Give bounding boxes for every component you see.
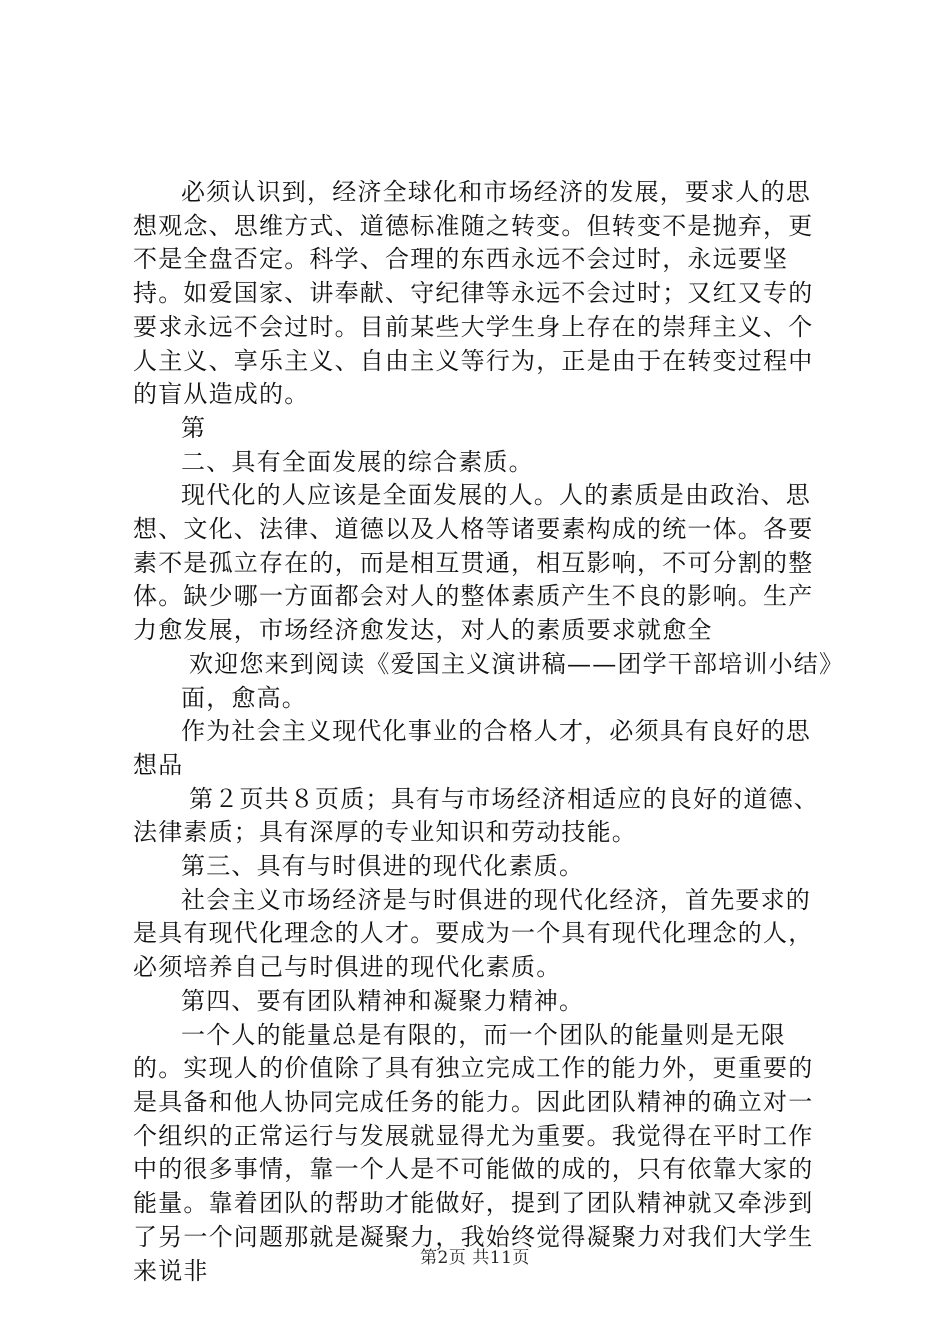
paragraph-higher: 面，愈高。 [181,683,307,712]
section-heading-four: 第四、要有团队精神和凝聚力精神。 [181,986,585,1015]
paragraph-modernization: 社会主义市场经济是与时俱进的现代化经济，首先要求的是具有现代化理念的人才。要成为一个具有现代化理念的人，必须培养自己与时俱进的现代化素质。 [133,885,814,982]
section-heading-two: 二、具有全面发展的综合素质。 [181,447,534,476]
paragraph-reading-notice: 欢迎您来到阅读《爱国主义演讲稿——团学干部培训小结》 [189,649,845,678]
paragraph-inline-page-mark: 第２页共８页质；具有与市场经济相适应的良好的道德、法律素质；具有深厚的专业知识和劳动技能。 [133,784,819,847]
page-footer: 第2页 共11页 [420,1248,530,1268]
paragraph-team-spirit: 一个人的能量总是有限的，而一个团队的能量则是无限的。实现人的价值除了具有独立完成工作的能力外，更重要的是具备和他人协同完成任务的能力。因此团队精神的确立对一个组织的正常运行与发展就显得尤为重要。我觉得在平时工作中的很多事情，靠一个人是不可能做的成的，只有依靠大家的能量。靠着团队的帮助才能做好，提到了团队精神就又牵涉到了另一个问题那就是凝聚力，我始终觉得凝聚力对我们大学生来说非 [133,1020,814,1285]
paragraph-transformation: 必须认识到，经济全球化和市场经济的发展，要求人的思想观念、思维方式、道德标准随之转变。但转变不是抛弃，更不是全盘否定。科学、合理的东西永远不会过时，永远要坚持。如爱国家、讲奉献、守纪律等永远不会过时；又红又专的要求永远不会过时。目前某些大学生身上存在的崇拜主义、个人主义、享乐主义、自由主义等行为，正是由于在转变过程中的盲从造成的。 [133,178,814,409]
document-body [133,176,845,1288]
section-heading-three: 第三、具有与时俱进的现代化素质。 [181,852,585,881]
paragraph-comprehensive-quality: 现代化的人应该是全面发展的人。人的素质是由政治、思想、文化、法律、道德以及人格等诸要素构成的统一体。各要素不是孤立存在的，而是相互贯通，相互影响，不可分割的整体。缺少哪一方面都会对人的整体素质产生不良的影响。生产力愈发展，市场经济愈发达，对人的素质要求就愈全 [133,481,814,645]
paragraph-fragment: 第 [181,413,207,442]
paragraph-qualified-talent: 作为社会主义现代化事业的合格人才，必须具有良好的思想品 [133,717,811,779]
